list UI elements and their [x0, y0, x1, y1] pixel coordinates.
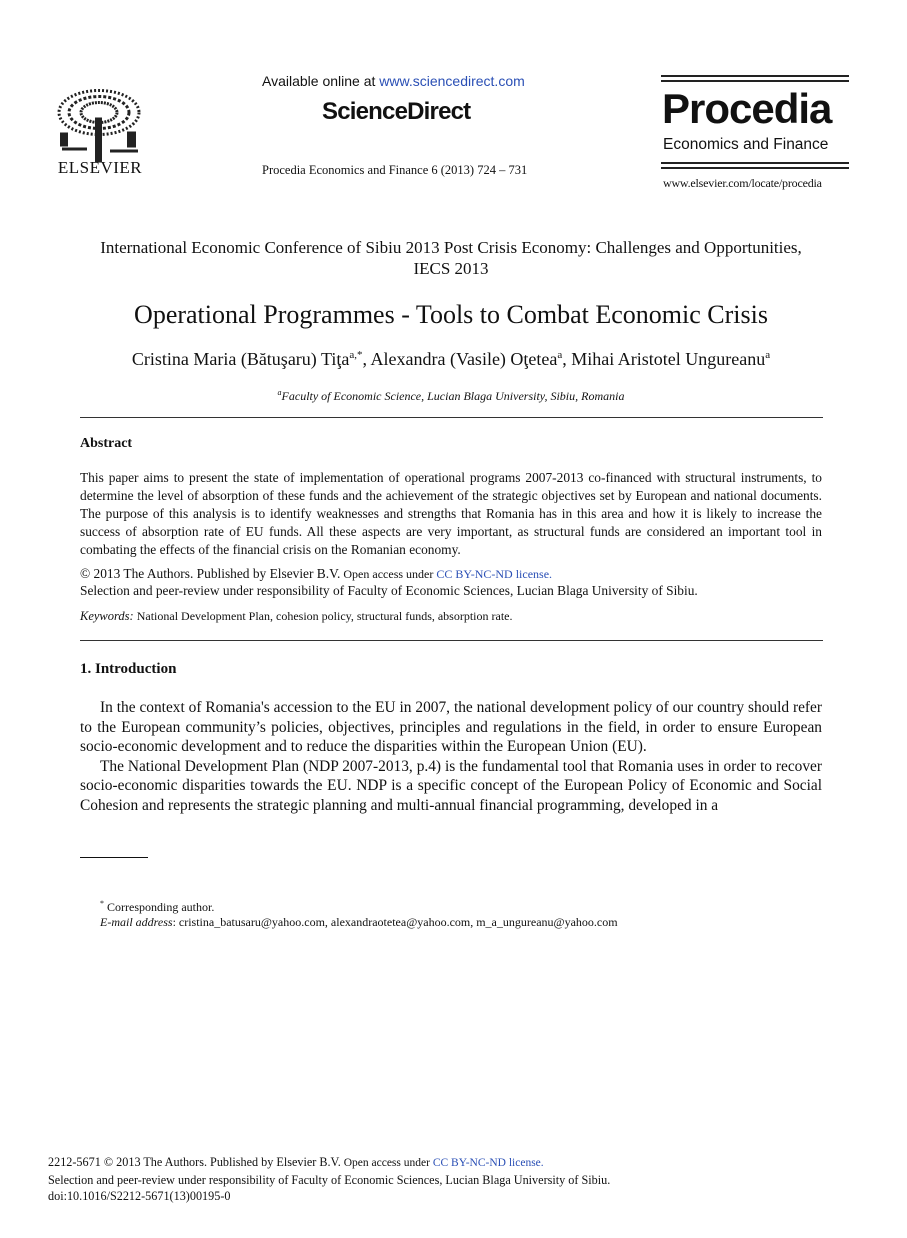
- keywords-label: Keywords:: [80, 609, 134, 623]
- license-link[interactable]: CC BY-NC-ND license.: [436, 567, 553, 581]
- section-heading: 1. Introduction: [80, 661, 177, 677]
- journal-brand-sub: Economics and Finance: [663, 136, 829, 153]
- conference-name: International Economic Conference of Sibiu 2013 Post Crisis Economy: Challenges and Opportunities, IECS 2013: [100, 238, 802, 278]
- journal-url[interactable]: www.elsevier.com/locate/procedia: [663, 176, 822, 190]
- peer-review-note: Selection and peer-review under responsibility of Faculty of Economic Sciences, Lucian Blaga University of Sibiu.: [80, 583, 698, 598]
- footnote-emails: [100, 915, 820, 930]
- divider-top: [80, 417, 823, 418]
- page-footer: [48, 1154, 868, 1205]
- email-list: : cristina_batusaru@yahoo.com, alexandraotetea@yahoo.com, m_a_ungureanu@yahoo.com: [172, 915, 618, 929]
- platform-name: ScienceDirect: [322, 98, 471, 125]
- keywords-text: National Development Plan, cohesion policy, structural funds, absorption rate.: [133, 609, 513, 623]
- footer-open-access: Open access under: [340, 1157, 433, 1169]
- author-name: Mihai Aristotel Ungureanu: [571, 349, 766, 369]
- paper-title: Operational Programmes - Tools to Combat Economic Crisis: [134, 300, 768, 329]
- available-prefix: Available online at: [262, 73, 380, 89]
- issn-copyright: 2212-5671 © 2013 The Authors. Published by Elsevier B.V.: [48, 1155, 341, 1169]
- journal-brand: Procedia: [662, 85, 832, 132]
- copyright-text: © 2013 The Authors. Published by Elsevier B.V.: [80, 566, 341, 581]
- brand-rules-top: [661, 75, 849, 85]
- paragraph: The National Development Plan (NDP 2007-2013, p.4) is the fundamental tool that Romania uses in order to recover socio-economic disparities towards the EU. NDP is a specific concept of the European Policy of Economic and Social Cohesion and represents the strategic planning and multi-annual financial programming, developed in a: [80, 757, 822, 814]
- author-name: Alexandra (Vasile) Oţetea: [370, 349, 558, 369]
- divider-bottom: [80, 640, 823, 641]
- open-access-text: Open access under: [340, 567, 437, 581]
- copyright-line: [80, 565, 822, 583]
- footnote-text: Corresponding author.: [104, 900, 215, 914]
- affiliation-sup: a: [277, 388, 282, 397]
- affiliation-text: Faculty of Economic Science, Lucian Blaga University, Sibiu, Romania: [281, 389, 625, 403]
- brand-rules-bottom: [661, 162, 849, 172]
- abstract-body: This paper aims to present the state of implementation of operational programs 2007-2013 co-financed with structural instruments, to determine the level of absorption of these funds and the achievement of the strategic objectives set by European and national documents. The purpose of this analysis is to identify weaknesses and strengths that Romania has in this area and how it is likely to increase the success of absorption rate of EU funds. All these aspects are very important, as structural funds are considered an important tool in combating the effects of the financial crisis on the Romanian economy.: [80, 470, 822, 557]
- author-sup: a: [557, 349, 563, 361]
- paragraph: In the context of Romania's accession to the EU in 2007, the national development policy of our country should refer to the European community’s policies, objectives, principles and regulations in the field, in order to ensure European socio-economic development and to reduce the disparities within the European Union (EU).: [80, 699, 822, 755]
- author-sup: a: [765, 349, 771, 361]
- affiliation: [80, 388, 822, 404]
- footer-peer-review: Selection and peer-review under responsibility of Faculty of Economic Sciences, Lucian Blaga University of Sibiu.: [48, 1172, 611, 1187]
- abstract-heading: Abstract: [80, 436, 133, 451]
- doi[interactable]: doi:10.1016/S2212-5671(13)00195-0: [48, 1189, 231, 1203]
- footer-copyright: [48, 1154, 868, 1172]
- author-list: Cristina Maria (Bătuşaru) Tiţa$^{a,*}$, Alexandra (Vasile) Oţetea$^a$, Mihai Aristotel Ungureanu$^a$: [131, 349, 771, 369]
- keywords: [80, 609, 822, 624]
- introduction-body: [80, 698, 822, 815]
- sciencedirect-link[interactable]: www.sciencedirect.com: [379, 73, 525, 89]
- available-online: [262, 73, 562, 89]
- journal-reference: Procedia Economics and Finance 6 (2013) 724 – 731: [262, 163, 528, 177]
- footnote-marker: *: [100, 899, 104, 908]
- author-name: Cristina Maria (Bătuşaru) Tiţa: [131, 349, 350, 369]
- footnote-corresponding: [100, 899, 214, 915]
- publisher-logo-text: ELSEVIER: [57, 158, 143, 177]
- email-label: E-mail address: [100, 915, 173, 929]
- author-sup: a,*: [349, 349, 363, 361]
- footnote-rule: [80, 857, 148, 858]
- footer-license-link[interactable]: CC BY-NC-ND license.: [432, 1157, 544, 1169]
